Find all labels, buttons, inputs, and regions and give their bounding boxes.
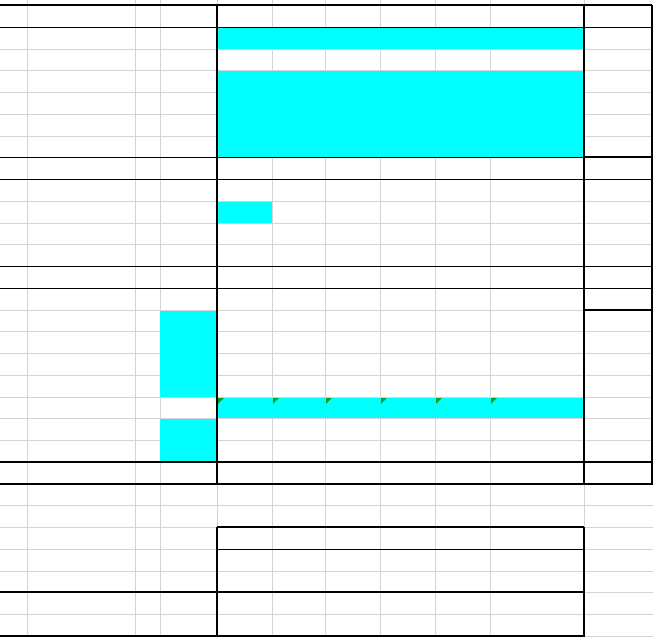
cost-subcontract-cell[interactable] <box>325 376 380 398</box>
cost-backorders-total-cell <box>584 441 653 463</box>
forecast-cell[interactable] <box>435 28 490 50</box>
forecast-cell[interactable] <box>217 28 272 50</box>
backlog-cell[interactable] <box>325 267 380 289</box>
output-overtime-cell[interactable] <box>217 115 272 137</box>
output-forecast-total-cell <box>584 158 653 180</box>
period-number-cell[interactable] <box>435 6 490 28</box>
cost-subcontract-cell[interactable] <box>272 376 325 398</box>
output-part_time-cell[interactable] <box>435 93 490 115</box>
cell-border <box>0 288 584 289</box>
total-cost-cell[interactable] <box>435 463 490 485</box>
output-regular-cell[interactable] <box>272 71 325 93</box>
cumulative-period-number-cell[interactable] <box>380 528 435 550</box>
cost-backorders-cell[interactable] <box>325 441 380 463</box>
cost-regular-total-cell <box>584 311 653 333</box>
cost-inventory-cell[interactable] <box>490 419 584 441</box>
cost-subcontract-cell[interactable] <box>435 376 490 398</box>
total-cost-cell[interactable] <box>490 463 584 485</box>
output-forecast-cell[interactable] <box>380 158 435 180</box>
output-overtime-cell[interactable] <box>325 115 380 137</box>
output-subcontract-cell[interactable] <box>217 137 272 159</box>
cost-hire-cell[interactable] <box>380 398 435 420</box>
forecast-cell[interactable] <box>380 28 435 50</box>
row-label-beginning <box>29 202 135 224</box>
cost-part_time-cell[interactable] <box>325 332 380 354</box>
forecast-cell[interactable] <box>272 28 325 50</box>
forecast-total-cell <box>584 28 653 50</box>
beginning-inventory-cell[interactable] <box>325 202 380 224</box>
row-label-output-regular <box>29 71 135 93</box>
cumulative-period-number-cell[interactable] <box>435 528 490 550</box>
cost-part_time-cell[interactable] <box>272 332 325 354</box>
output-regular-cell[interactable] <box>380 71 435 93</box>
row-label-cumulative-forecast <box>2 550 200 572</box>
row-label-output-overtime <box>29 115 135 137</box>
section-label-costs <box>2 289 200 311</box>
cost-part_time-cell[interactable] <box>435 332 490 354</box>
at-sign <box>135 354 160 376</box>
average-inventory-cell[interactable] <box>272 245 325 267</box>
cumulative-ending-inventory-cell[interactable] <box>380 593 435 615</box>
cell-border <box>584 288 652 289</box>
row-label-cost-part_time <box>29 332 135 354</box>
output-part_time-cell[interactable] <box>217 93 272 115</box>
output-forecast-cell[interactable] <box>217 158 272 180</box>
cost-hire-cell[interactable] <box>272 398 325 420</box>
output-forecast-cell[interactable] <box>435 158 490 180</box>
output-regular-total-cell <box>584 71 653 93</box>
cumulative-ending-inventory-cell[interactable] <box>272 593 325 615</box>
cost-regular-cell[interactable] <box>435 311 490 333</box>
cell-border <box>583 5 585 485</box>
cost-subcontract-total-cell <box>584 376 653 398</box>
at-sign <box>135 419 160 441</box>
forecast-cell[interactable] <box>325 28 380 50</box>
cell-border <box>0 27 584 28</box>
section-label-inventory <box>2 180 200 202</box>
ending-inventory-cell[interactable] <box>435 224 490 246</box>
backlog-cell[interactable] <box>272 267 325 289</box>
row-label-forecast <box>2 28 200 50</box>
row-label-cost-backorders <box>29 441 135 463</box>
backlog-cell[interactable] <box>217 267 272 289</box>
output-part_time-cell[interactable] <box>490 93 584 115</box>
average-inventory-cell[interactable] <box>435 245 490 267</box>
total-cost-cell[interactable] <box>325 463 380 485</box>
ending-inventory-cell[interactable] <box>325 224 380 246</box>
row-label-cost-regular <box>29 311 135 333</box>
period-number-cell[interactable] <box>380 6 435 28</box>
cell-border <box>0 483 584 485</box>
cost-overtime-cell[interactable] <box>490 354 584 376</box>
row-label-ending-inventory <box>2 593 200 615</box>
cost-part_time-total-cell <box>584 332 653 354</box>
average-inventory-cell[interactable] <box>380 245 435 267</box>
at-sign <box>135 311 160 333</box>
cost-backorders-cell[interactable] <box>272 441 325 463</box>
output-forecast-cell[interactable] <box>325 158 380 180</box>
gridline-vertical <box>27 0 28 636</box>
cost-overtime-cell[interactable] <box>272 354 325 376</box>
cost-overtime-cell[interactable] <box>380 354 435 376</box>
output-subcontract-cell[interactable] <box>325 137 380 159</box>
output-forecast-cell[interactable] <box>490 158 584 180</box>
cost-regular-cell[interactable] <box>325 311 380 333</box>
average-inventory-cell[interactable] <box>217 245 272 267</box>
output-subcontract-cell[interactable] <box>380 137 435 159</box>
at-sign <box>135 332 160 354</box>
cost-rate-inventory-cell[interactable] <box>160 419 217 441</box>
cell-border <box>584 461 652 463</box>
cumulative-backlog-cell[interactable] <box>217 615 272 637</box>
cost-backorders-cell[interactable] <box>490 441 584 463</box>
output-overtime-cell[interactable] <box>380 115 435 137</box>
cumulative-forecast-cell[interactable] <box>217 550 272 572</box>
total-cost-cell[interactable] <box>272 463 325 485</box>
cost-part_time-cell[interactable] <box>490 332 584 354</box>
cost-backorders-cell[interactable] <box>380 441 435 463</box>
row-label-total <box>2 463 200 485</box>
cost-hire-total-cell <box>584 398 653 420</box>
cell-border <box>217 526 584 528</box>
cumulative-forecast-cell[interactable] <box>325 550 380 572</box>
cost-regular-cell[interactable] <box>217 311 272 333</box>
period-number-cell[interactable] <box>325 6 380 28</box>
cost-backorders-cell[interactable] <box>435 441 490 463</box>
row-label-cost-hire <box>29 398 135 420</box>
backlog-cell[interactable] <box>490 267 584 289</box>
cost-backorders-cell[interactable] <box>217 441 272 463</box>
cumulative-forecast-cell[interactable] <box>380 550 435 572</box>
backlog-cell[interactable] <box>380 267 435 289</box>
section-label-output <box>2 50 200 72</box>
beginning-inventory-cell[interactable] <box>217 202 272 224</box>
cost-inventory-cell[interactable] <box>217 419 272 441</box>
cell-border <box>0 591 584 593</box>
cumulative-backlog-cell[interactable] <box>325 615 380 637</box>
at-sign <box>135 376 160 398</box>
cell-border <box>584 309 652 311</box>
cumulative-backlog-cell[interactable] <box>272 615 325 637</box>
cost-hire-cell[interactable] <box>325 398 380 420</box>
cumulative-ending-inventory-cell[interactable] <box>490 593 584 615</box>
output-part_time-total-cell <box>584 93 653 115</box>
output-subcontract-cell[interactable] <box>490 137 584 159</box>
cell-border <box>584 483 652 485</box>
cumulative-backlog-cell[interactable] <box>380 615 435 637</box>
row-label-cost-subcontract <box>29 376 135 398</box>
cost-regular-cell[interactable] <box>490 311 584 333</box>
cell-border <box>584 4 652 6</box>
cost-rate-part_time-cell[interactable] <box>160 332 217 354</box>
beginning-inventory-cell[interactable] <box>435 202 490 224</box>
output-forecast-cell[interactable] <box>272 158 325 180</box>
period-header <box>2 6 200 28</box>
backlog-total-cell <box>584 267 653 289</box>
cumulative-ending-inventory-cell[interactable] <box>325 593 380 615</box>
cumulative-period-number-cell[interactable] <box>325 528 380 550</box>
total-cost-cell[interactable] <box>217 463 272 485</box>
cell-border <box>0 461 584 463</box>
cumulative-ending-inventory-cell[interactable] <box>217 593 272 615</box>
ending-inventory-cell[interactable] <box>217 224 272 246</box>
cell-border <box>217 549 584 550</box>
cell-border <box>0 179 584 180</box>
cell-border <box>0 4 584 6</box>
cumulative-forecast-cell[interactable] <box>272 550 325 572</box>
row-label-output-subcontract <box>29 137 135 159</box>
cost-overtime-total-cell <box>584 354 653 376</box>
cell-border <box>216 5 218 485</box>
cost-inventory-cell[interactable] <box>435 419 490 441</box>
cost-overtime-cell[interactable] <box>325 354 380 376</box>
beginning-inventory-cell[interactable] <box>272 202 325 224</box>
row-label-cost-inventory <box>29 419 135 441</box>
cost-overtime-cell[interactable] <box>435 354 490 376</box>
cost-regular-cell[interactable] <box>380 311 435 333</box>
cost-part_time-cell[interactable] <box>217 332 272 354</box>
output-overtime-cell[interactable] <box>490 115 584 137</box>
period-number-cell[interactable] <box>490 6 584 28</box>
forecast-cell[interactable] <box>490 28 584 50</box>
output-overtime-cell[interactable] <box>272 115 325 137</box>
cumulative-period-number-cell[interactable] <box>272 528 325 550</box>
output-overtime-cell[interactable] <box>435 115 490 137</box>
cost-subcontract-cell[interactable] <box>380 376 435 398</box>
cell-border <box>584 266 652 267</box>
cumulative-forecast-cell[interactable] <box>490 550 584 572</box>
cell-border <box>216 527 218 637</box>
cost-inventory-total-cell <box>584 419 653 441</box>
ending-inventory-cell[interactable] <box>272 224 325 246</box>
output-regular-cell[interactable] <box>217 71 272 93</box>
cost-rate-backorders-cell[interactable] <box>160 441 217 463</box>
row-label-output-forecast <box>2 158 200 180</box>
output-overtime-total-cell <box>584 115 653 137</box>
cell-border <box>584 27 652 28</box>
gridline-horizontal <box>0 505 653 506</box>
cost-inventory-cell[interactable] <box>272 419 325 441</box>
ending-inventory-cell[interactable] <box>490 224 584 246</box>
cost-subcontract-cell[interactable] <box>217 376 272 398</box>
output-regular-cell[interactable] <box>490 71 584 93</box>
beginning-inventory-cell[interactable] <box>490 202 584 224</box>
average-inventory-cell[interactable] <box>325 245 380 267</box>
row-label-backlog <box>2 267 200 289</box>
cost-hire-cell[interactable] <box>490 398 584 420</box>
cumulative-backlog-cell[interactable] <box>490 615 584 637</box>
row-label-average <box>29 245 135 267</box>
cell-border <box>0 157 584 158</box>
total-cost-cell[interactable] <box>380 463 435 485</box>
cumulative-ending-inventory-cell[interactable] <box>435 593 490 615</box>
cost-overtime-cell[interactable] <box>217 354 272 376</box>
row-label-output-part_time <box>29 93 135 115</box>
cost-regular-cell[interactable] <box>272 311 325 333</box>
backlog-cell[interactable] <box>435 267 490 289</box>
cumulative-forecast-cell[interactable] <box>435 550 490 572</box>
cost-subcontract-cell[interactable] <box>490 376 584 398</box>
cell-border <box>584 156 652 158</box>
cell-border <box>583 527 585 637</box>
output-regular-cell[interactable] <box>325 71 380 93</box>
ending-inventory-cell[interactable] <box>380 224 435 246</box>
cost-rate-regular-cell[interactable] <box>160 311 217 333</box>
output-subcontract-cell[interactable] <box>435 137 490 159</box>
grand-total-cell <box>584 463 653 485</box>
cost-hire-cell[interactable] <box>435 398 490 420</box>
period-number-cell[interactable] <box>217 6 272 28</box>
total-header <box>584 6 653 28</box>
cost-hire-cell[interactable] <box>217 398 272 420</box>
beginning-inventory-cell[interactable] <box>380 202 435 224</box>
cost-inventory-cell[interactable] <box>380 419 435 441</box>
cost-rate-overtime-cell[interactable] <box>160 354 217 376</box>
cumulative-period-number-cell[interactable] <box>490 528 584 550</box>
output-part_time-cell[interactable] <box>325 93 380 115</box>
row-label-ending <box>29 224 135 246</box>
cost-inventory-cell[interactable] <box>325 419 380 441</box>
row-label-cumulative-backlog <box>2 615 200 637</box>
cumulative-backlog-cell[interactable] <box>435 615 490 637</box>
cell-border <box>0 266 584 267</box>
output-part_time-cell[interactable] <box>380 93 435 115</box>
period-number-cell[interactable] <box>272 6 325 28</box>
output-part_time-cell[interactable] <box>272 93 325 115</box>
row-label-cost-overtime <box>29 354 135 376</box>
average-inventory-total-cell <box>584 245 653 267</box>
output-subcontract-cell[interactable] <box>272 137 325 159</box>
at-sign <box>135 441 160 463</box>
cost-part_time-cell[interactable] <box>380 332 435 354</box>
cost-rate-subcontract-cell[interactable] <box>160 376 217 398</box>
cumulative-period-number-cell[interactable] <box>217 528 272 550</box>
output-regular-cell[interactable] <box>435 71 490 93</box>
average-inventory-cell[interactable] <box>490 245 584 267</box>
cell-border <box>584 179 652 180</box>
